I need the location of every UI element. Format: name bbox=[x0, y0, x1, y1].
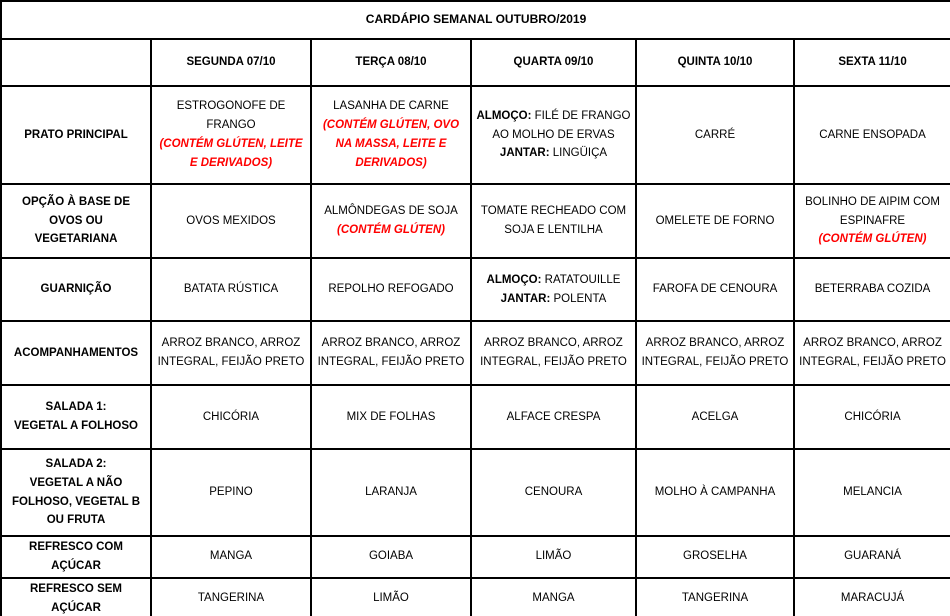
cell-text: ARROZ BRANCO, ARROZ INTEGRAL, FEIJÃO PRETO bbox=[799, 337, 946, 368]
cell-text: LINGÜIÇA bbox=[549, 147, 608, 160]
menu-cell bbox=[151, 86, 311, 184]
cell-text: TANGERINA bbox=[197, 592, 265, 605]
menu-cell bbox=[471, 86, 636, 184]
cell-text: POLENTA bbox=[550, 292, 607, 305]
cell-text: ARROZ BRANCO, ARROZ INTEGRAL, FEIJÃO PRETO bbox=[641, 337, 789, 368]
menu-row bbox=[1, 385, 950, 449]
menu-cell bbox=[311, 578, 471, 616]
menu-row bbox=[1, 449, 950, 536]
meal-label: ALMOÇO: bbox=[476, 109, 532, 122]
meal-label: JANTAR: bbox=[500, 292, 551, 305]
menu-cell bbox=[636, 385, 794, 449]
day-header: TERÇA 08/10 bbox=[311, 39, 471, 86]
allergen-note: (CONTÉM GLÚTEN, OVO NA MASSA, LEITE E DERIVADOS) bbox=[322, 119, 460, 169]
menu-cell bbox=[471, 184, 636, 258]
cell-text: OMELETE DE FORNO bbox=[655, 214, 775, 227]
menu-cell bbox=[794, 449, 950, 536]
cell-text: BATATA RÚSTICA bbox=[183, 283, 279, 296]
menu-cell bbox=[471, 578, 636, 616]
cell-text: LIMÃO bbox=[373, 592, 409, 605]
corner-cell bbox=[1, 39, 151, 86]
allergen-note: (CONTÉM GLÚTEN, LEITE E DERIVADOS) bbox=[159, 138, 303, 169]
cell-text: MARACUJÁ bbox=[840, 592, 905, 605]
menu-cell bbox=[794, 86, 950, 184]
cell-text: LARANJA bbox=[365, 486, 417, 499]
title-row bbox=[1, 1, 950, 39]
menu-cell bbox=[471, 385, 636, 449]
cell-text: ACELGA bbox=[691, 410, 739, 423]
menu-cell bbox=[471, 321, 636, 385]
row-label: SALADA 2: VEGETAL A NÃO FOLHOSO, VEGETAL B OU FRUTA bbox=[1, 449, 151, 536]
meal-label: JANTAR: bbox=[499, 147, 550, 160]
cell-text: REPOLHO REFOGADO bbox=[328, 283, 454, 296]
menu-cell bbox=[636, 578, 794, 616]
row-label: REFRESCO COM AÇÚCAR bbox=[1, 536, 151, 578]
cell-text: MOLHO À CAMPANHA bbox=[654, 486, 776, 499]
menu-cell bbox=[151, 385, 311, 449]
menu-row bbox=[1, 86, 950, 184]
menu-cell bbox=[311, 86, 471, 184]
day-header: QUINTA 10/10 bbox=[636, 39, 794, 86]
day-header: QUARTA 09/10 bbox=[471, 39, 636, 86]
menu-cell bbox=[636, 258, 794, 321]
cell-text: ALFACE CRESPA bbox=[506, 410, 601, 423]
menu-cell bbox=[794, 578, 950, 616]
allergen-note: (CONTÉM GLÚTEN) bbox=[337, 224, 445, 236]
day-header: SEXTA 11/10 bbox=[794, 39, 950, 86]
menu-cell bbox=[311, 536, 471, 578]
menu-cell bbox=[151, 321, 311, 385]
menu-row bbox=[1, 184, 950, 258]
cell-text: CARNE ENSOPADA bbox=[819, 128, 926, 141]
row-label: SALADA 1: VEGETAL A FOLHOSO bbox=[1, 385, 151, 449]
page-title: CARDÁPIO SEMANAL OUTUBRO/2019 bbox=[1, 1, 950, 39]
row-label: REFRESCO SEM AÇÚCAR bbox=[1, 578, 151, 616]
cell-text: OVOS MEXIDOS bbox=[186, 214, 276, 227]
menu-cell bbox=[151, 184, 311, 258]
menu-cell bbox=[151, 258, 311, 321]
menu-cell bbox=[311, 449, 471, 536]
menu-cell bbox=[794, 536, 950, 578]
cell-text: PEPINO bbox=[209, 486, 253, 499]
cell-text: MIX DE FOLHAS bbox=[346, 410, 436, 423]
cell-text: TANGERINA bbox=[681, 592, 749, 605]
menu-row bbox=[1, 578, 950, 616]
row-label: OPÇÃO À BASE DE OVOS OU VEGETARIANA bbox=[1, 184, 151, 258]
cell-text: MANGA bbox=[209, 550, 253, 563]
cell-text: GOIABA bbox=[368, 550, 414, 563]
cell-text: GUARANÁ bbox=[844, 550, 901, 563]
menu-cell bbox=[794, 321, 950, 385]
menu-cell bbox=[151, 578, 311, 616]
menu-cell bbox=[311, 385, 471, 449]
menu-cell bbox=[151, 449, 311, 536]
allergen-note: (CONTÉM GLÚTEN) bbox=[818, 233, 927, 246]
menu-cell bbox=[636, 321, 794, 385]
menu-cell bbox=[471, 449, 636, 536]
cell-text: FILÉ DE FRANGO AO MOLHO DE ERVAS bbox=[492, 109, 631, 141]
menu-body bbox=[1, 86, 950, 616]
menu-cell bbox=[471, 258, 636, 321]
menu-cell bbox=[636, 86, 794, 184]
cell-text: CHICÓRIA bbox=[844, 410, 901, 423]
row-label: ACOMPANHAMENTOS bbox=[1, 321, 151, 385]
cell-text: RATATOUILLE bbox=[541, 273, 621, 286]
cell-text: ARROZ BRANCO, ARROZ INTEGRAL, FEIJÃO PRETO bbox=[317, 337, 465, 368]
cell-text: BOLINHO DE AIPIM COM ESPINAFRE bbox=[805, 195, 940, 227]
menu-cell bbox=[311, 321, 471, 385]
cell-text: MANGA bbox=[532, 592, 575, 605]
menu-cell bbox=[151, 536, 311, 578]
menu-row bbox=[1, 321, 950, 385]
cell-text: ARROZ BRANCO, ARROZ INTEGRAL, FEIJÃO PRETO bbox=[480, 337, 627, 368]
menu-cell bbox=[794, 258, 950, 321]
meal-label: ALMOÇO: bbox=[486, 273, 542, 286]
menu-cell bbox=[636, 449, 794, 536]
cell-text: ARROZ BRANCO, ARROZ INTEGRAL, FEIJÃO PRETO bbox=[157, 337, 305, 368]
cell-text: CHICÓRIA bbox=[202, 410, 260, 423]
cell-text: LIMÃO bbox=[535, 550, 572, 563]
menu-row bbox=[1, 536, 950, 578]
cell-text: CARRÉ bbox=[694, 128, 736, 141]
menu-cell bbox=[794, 184, 950, 258]
cell-text: GROSELHA bbox=[683, 550, 747, 563]
day-header-row bbox=[1, 39, 950, 86]
cell-text: ALMÔNDEGAS DE SOJA bbox=[324, 205, 458, 218]
cell-text: LASANHA DE CARNE bbox=[333, 100, 449, 113]
cell-text: ESTROGONOFE DE FRANGO bbox=[176, 100, 286, 132]
menu-cell bbox=[636, 184, 794, 258]
menu-cell bbox=[311, 184, 471, 258]
cell-text: MELANCIA bbox=[843, 486, 902, 499]
menu-cell bbox=[636, 536, 794, 578]
menu-cell bbox=[311, 258, 471, 321]
menu-cell bbox=[471, 536, 636, 578]
cell-text: TOMATE RECHEADO COM SOJA E LENTILHA bbox=[480, 205, 627, 236]
row-label: GUARNIÇÃO bbox=[1, 258, 151, 321]
menu-cell bbox=[794, 385, 950, 449]
day-header: SEGUNDA 07/10 bbox=[151, 39, 311, 86]
cell-text: FAROFA DE CENOURA bbox=[652, 283, 778, 296]
cell-text: BETERRABA COZIDA bbox=[814, 283, 931, 296]
row-label: PRATO PRINCIPAL bbox=[1, 86, 151, 184]
cell-text: CENOURA bbox=[524, 486, 583, 499]
menu-row bbox=[1, 258, 950, 321]
